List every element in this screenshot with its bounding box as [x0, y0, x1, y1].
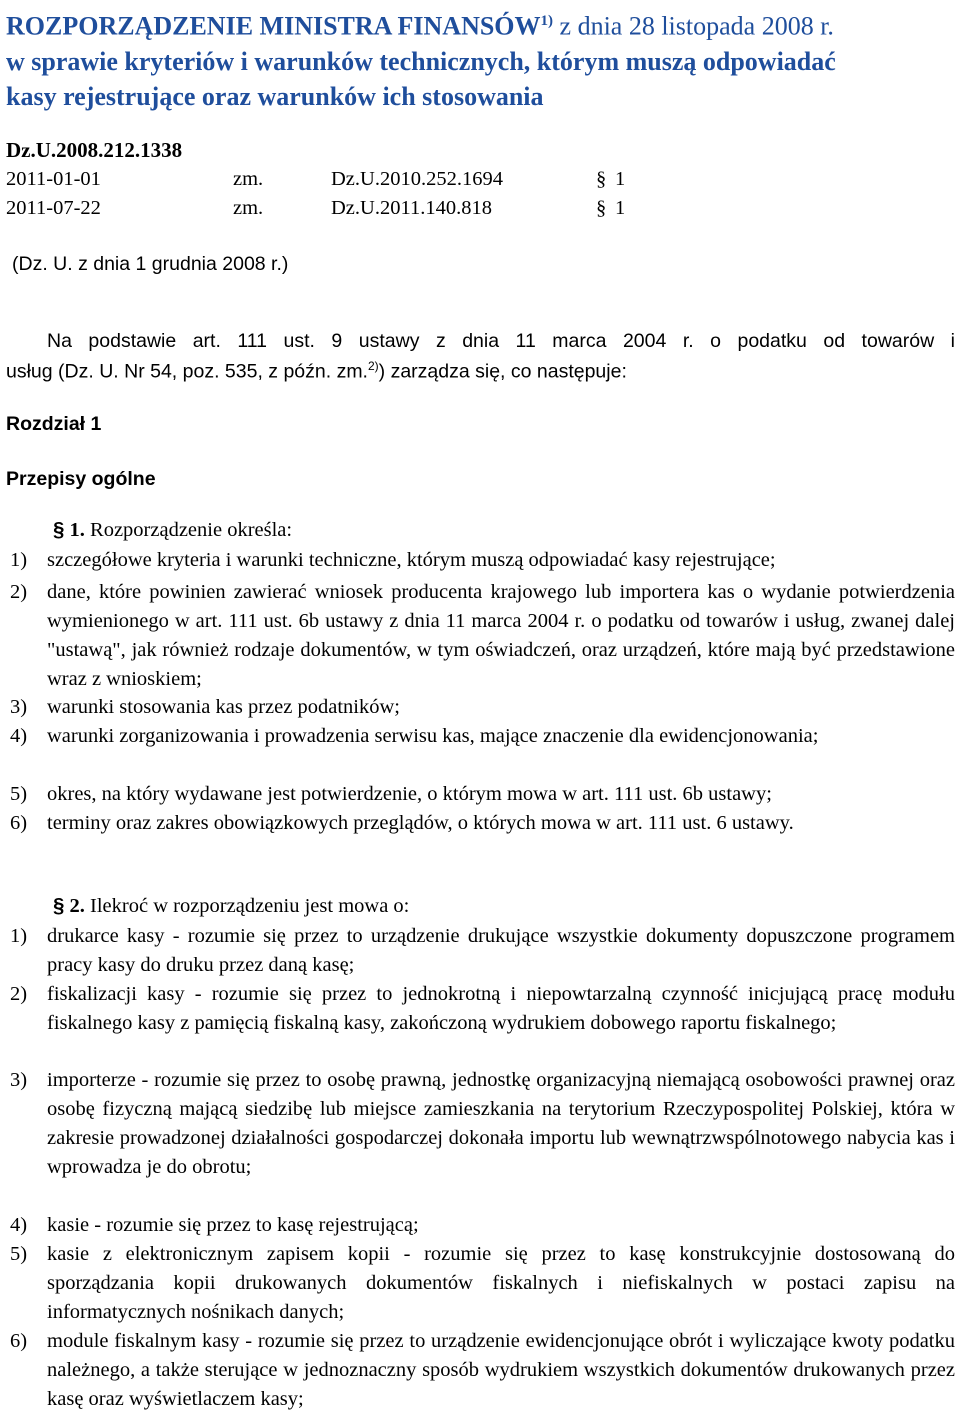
paragraph-number: 2. — [69, 895, 85, 917]
amendment-ref: Dz.U.2010.252.1694 — [331, 168, 503, 190]
footnote-ref: 1) — [540, 13, 554, 29]
paragraph-intro: Rozporządzenie określa: — [90, 519, 293, 541]
list-item: 3) importerze - rozumie się przez to osobę prawną, jednostkę organizacyjną niemającą osobowości prawnej oraz osobę fizyczną mającą siedzibę lub miejsce zamieszkania na terytorium Rzeczypospolitej Polskiej, która w zakresie prowadzonej działalności gospodarczej dokonała importu lub wewnątrzwspólnotowego nabycia kas i wprowadza je do obrotu; — [10, 1069, 955, 1178]
amendment-section-sign: § — [596, 197, 607, 219]
document-title — [6, 4, 956, 114]
chapter-title: Przepisy ogólne — [6, 468, 156, 490]
amendment-ref: Dz.U.2011.140.818 — [331, 197, 492, 219]
amendment-number: 1 — [615, 197, 626, 219]
list-item: 4) kasie - rozumie się przez to kasę rejestrującą; — [10, 1214, 419, 1236]
paragraph-number: 1. — [69, 519, 85, 541]
chapter-heading: Rozdział 1 — [6, 413, 102, 435]
preamble-line-1: Na podstawie art. 111 ust. 9 ustawy z dnia 11 marca 2004 r. o podatku od towarów i — [47, 330, 955, 352]
list-item: 2) dane, które powinien zawierać wniosek producenta krajowego lub importera kas o wydanie potwierdzenia wymienionego w art. 111 ust. 6b ustawy z dnia 11 marca 2004 r. o podatku od towarów i usług, zwanej dalej "ustawą", jak również rodzaje dokumentów, w tym oświadczeń, oraz urządzeń, które mają być przedstawione wraz z wnioskiem; — [10, 581, 955, 690]
journal-date: (Dz. U. z dnia 1 grudnia 2008 r.) — [12, 253, 289, 275]
list-item: 1) szczegółowe kryteria i warunki techniczne, którym muszą odpowiadać kasy rejestrujące; — [10, 549, 776, 571]
paragraph-2-heading — [53, 894, 409, 918]
list-item: 1) drukarce kasy - rozumie się przez to urządzenie drukujące wszystkie dokumenty dopuszczone programem pracy kasy do druku przez daną kasę; — [10, 925, 955, 976]
paragraph-intro: Ilekroć w rozporządzeniu jest mowa o: — [90, 895, 410, 917]
amendment-section-sign: § — [596, 168, 607, 190]
amendment-type: zm. — [233, 197, 264, 219]
amendment-date: 2011-07-22 — [6, 197, 101, 219]
list-item: 6) module fiskalnym kasy - rozumie się przez to urządzenie ewidencjonujące obrót i wyliczające kwoty podatku należnego, a także sterujące w jednoznaczny sposób wydrukiem wszystkich dokumentów drukowanych przez kasę oraz wyświetlaczem kasy; — [10, 1330, 955, 1410]
section-sign: § — [53, 894, 65, 917]
list-item: 4) warunki zorganizowania i prowadzenia serwisu kas, mające znaczenie dla ewidencjonowania; — [10, 725, 819, 747]
publication-ref: Dz.U.2008.212.1338 — [6, 138, 183, 162]
amendment-type: zm. — [233, 168, 264, 190]
section-sign: § — [53, 518, 65, 541]
list-item: 2) fiskalizacji kasy - rozumie się przez to jednokrotną i niepowtarzalną czynność inicjującą pracę modułu fiskalnego kasy z pamięcią fiskalną kasy, zakończoną wydrukiem dobowego raportu fiskalnego; — [10, 983, 955, 1034]
footnote-ref: 2) — [367, 359, 379, 373]
list-item: 5) kasie z elektronicznym zapisem kopii - rozumie się przez to kasę konstrukcyjnie dostosowaną do sporządzania kopii drukowanych dokumentów fiskalnych i niefiskalnych w postaci zapisu na informatycznych nośnikach danych; — [10, 1243, 955, 1323]
title-line-2: w sprawie kryteriów i warunków technicznych, którym muszą odpowiadać — [6, 46, 836, 76]
paragraph-1-heading — [53, 518, 292, 542]
preamble-line-2: usług (Dz. U. Nr 54, poz. 535, z późn. zm.$^{2)}$) zarządza się, co następuje: — [6, 359, 627, 383]
amendment-date: 2011-01-01 — [6, 168, 101, 190]
title-line-1: ROZPORZĄDZENIE MINISTRA FINANSÓW$^{1)}$ z dnia 28 listopada 2008 r. — [6, 11, 834, 41]
list-item: 3) warunki stosowania kas przez podatników; — [10, 696, 400, 718]
amendment-number: 1 — [615, 168, 626, 190]
list-item: 5) okres, na który wydawane jest potwierdzenie, o którym mowa w art. 111 ust. 6b ustawy; — [10, 783, 772, 805]
title-line-3: kasy rejestrujące oraz warunków ich stosowania — [6, 81, 544, 111]
list-item: 6) terminy oraz zakres obowiązkowych przeglądów, o których mowa w art. 111 ust. 6 ustawy. — [10, 812, 794, 834]
